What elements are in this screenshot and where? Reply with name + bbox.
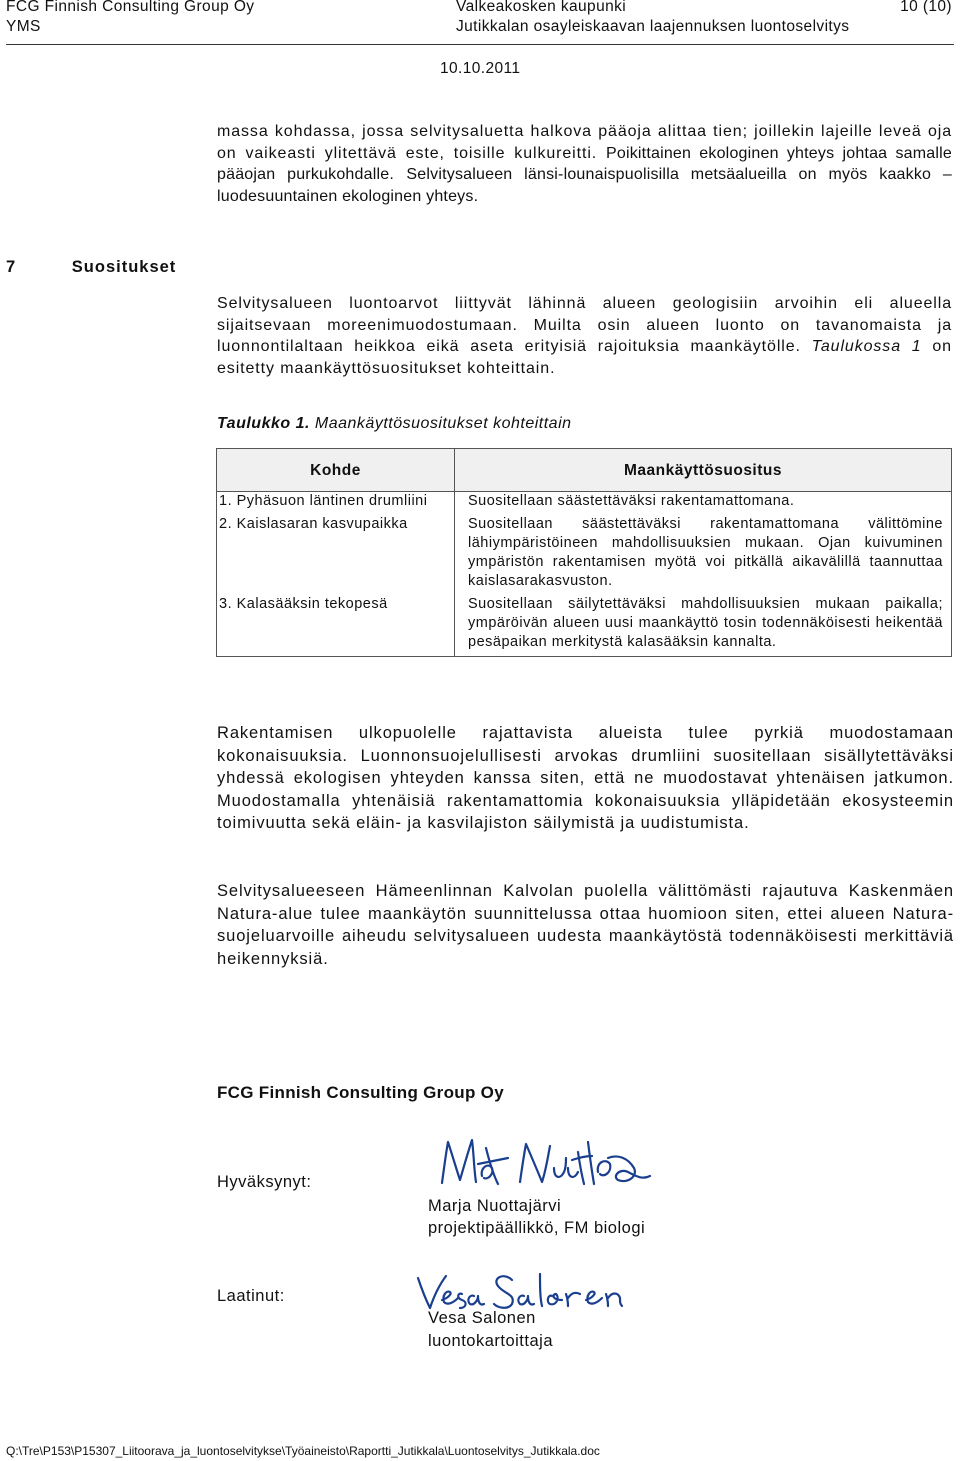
preparer-name: Vesa Salonen: [428, 1309, 536, 1327]
approver-signature: [428, 1128, 658, 1198]
recommendations-table: [216, 448, 952, 657]
table-caption: [217, 415, 572, 433]
paragraph-2-text: Rakentamisen ulkopuolelle rajattavista alueista tulee pyrkiä muodostamaan kokonaisuuksia. Luonnonsuojelullisesti arvokas drumliini suositellaan sisällytettäväksi yhdessä ekologisen yhteyden kanssa siten, että ne muodostavat yhtenäisen jatkumon. Muodostamalla yhtenäisiä rakentamattomia kokonaisuuksia ylläpidetään ekosysteemin toimivuutta sekä eläin- ja kasvilajiston säilymistä ja uudistumista.: [217, 724, 954, 832]
prepared-label: Laatinut:: [217, 1287, 285, 1305]
table-caption-label: Taulukko 1.: [217, 415, 310, 432]
intro-text-3: Selvitysalueen länsi-lounaispuolisilla metsäalueilla on myös kaakko – luodesuuntainen ekologinen yhteys.: [217, 166, 952, 205]
header-report-title: Jutikkalan osayleiskaavan laajennuksen luontoselvitys: [456, 18, 850, 35]
table-row: [217, 492, 952, 516]
cell-suositus: Suositellaan säästettäväksi rakentamattomana välittömine lähiympäristöineen mahdollisuuksien mukaan. Ojan kuivuminen ympäristön rakentamisen myötä voi pitkällä aikavälillä taannuttaa kaislasarakasvuston.: [455, 515, 952, 595]
section-title: Suositukset: [71, 258, 177, 276]
para1-text-3: on esitetty maankäyttösuositukset kohteittain.: [217, 338, 952, 377]
paragraph-1: [217, 293, 952, 379]
intro-paragraph: [217, 121, 952, 207]
para1-text-1: Selvitysalueen luontoarvot liittyvät lähinnä alueen geologisiin arvoihin eli alueella sijaitsevaan moreenimuodostumaan.: [217, 295, 952, 334]
table-row: [217, 515, 952, 595]
cell-kohde: 3. Kalasääksin tekopesä: [217, 595, 455, 657]
column-header-suositus: Maankäyttösuositus: [455, 449, 952, 492]
cell-suositus: Suositellaan säästettäväksi rakentamattomana.: [455, 492, 952, 516]
header-page-number: 10 (10): [900, 0, 952, 15]
section-number: 7: [6, 258, 17, 276]
paragraph-3: [217, 880, 954, 970]
para1-text-2: Muilta osin alueen luonto on tavanomaista ja luonnontilaltaan heikkoa eikä aseta erityisiä rajoituksia maankäytölle.: [217, 316, 952, 355]
cell-kohde: 2. Kaislasaran kasvupaikka: [217, 515, 455, 595]
approved-label: Hyväksynyt:: [217, 1173, 312, 1191]
header-date: 10.10.2011: [440, 60, 521, 77]
table-row: [217, 595, 952, 657]
paragraph-3-text: Selvitysalueeseen Hämeenlinnan Kalvolan puolella välittömästi rajautuva Kaskenmäen Natura-alue tulee maankäytön suunnittelussa ottaa huomioon siten, ettei alueen Natura-suojeluarvoille aiheudu selvitysalueen uudesta maankäytöstä todennäköisesti merkittäviä heikennyksiä.: [217, 882, 954, 968]
signature-company: FCG Finnish Consulting Group Oy: [217, 1083, 504, 1102]
preparer-signature: [412, 1264, 627, 1314]
column-header-kohde: Kohde: [217, 449, 455, 492]
intro-text-2: Poikittainen ekologinen yhteys johtaa samalle pääojan purkukohdalle.: [217, 144, 952, 183]
section-heading: [6, 258, 176, 277]
table-header-row: [217, 449, 952, 492]
approver-title: projektipäällikkö, FM biologi: [428, 1219, 646, 1237]
header-company: FCG Finnish Consulting Group Oy: [6, 0, 255, 15]
intro-text-1: massa kohdassa, jossa selvitysaluetta halkova pääoja alittaa tien; joillekin lajeille leveä oja on vaikeasti ylitettävä este, toisille kulkureitti.: [217, 123, 952, 162]
header-rule: [6, 44, 954, 45]
preparer-title: luontokartoittaja: [428, 1332, 553, 1350]
footer-file-path: Q:\Tre\P153\P15307_Liitoorava_ja_luontoselvitykse\Työaineisto\Raportti_Jutikkala\Luontoselvitys_Jutikkala.doc: [6, 1444, 600, 1458]
approver-name: Marja Nuottajärvi: [428, 1197, 562, 1215]
cell-kohde: 1. Pyhäsuon läntinen drumliini: [217, 492, 455, 516]
table-caption-text: Maankäyttösuositukset kohteittain: [314, 415, 572, 432]
header-client: Valkeakosken kaupunki: [456, 0, 627, 15]
header-division: YMS: [6, 18, 41, 35]
table-reference: Taulukossa 1: [811, 338, 922, 355]
cell-suositus: Suositellaan säilytettäväksi mahdollisuuksien mukaan paikalla; ympäröivän alueen uusi maankäyttö tosin todennäköisesti heikentää pesäpaikan merkitystä kalasääksin kannalta.: [455, 595, 952, 657]
paragraph-2: [217, 722, 954, 835]
